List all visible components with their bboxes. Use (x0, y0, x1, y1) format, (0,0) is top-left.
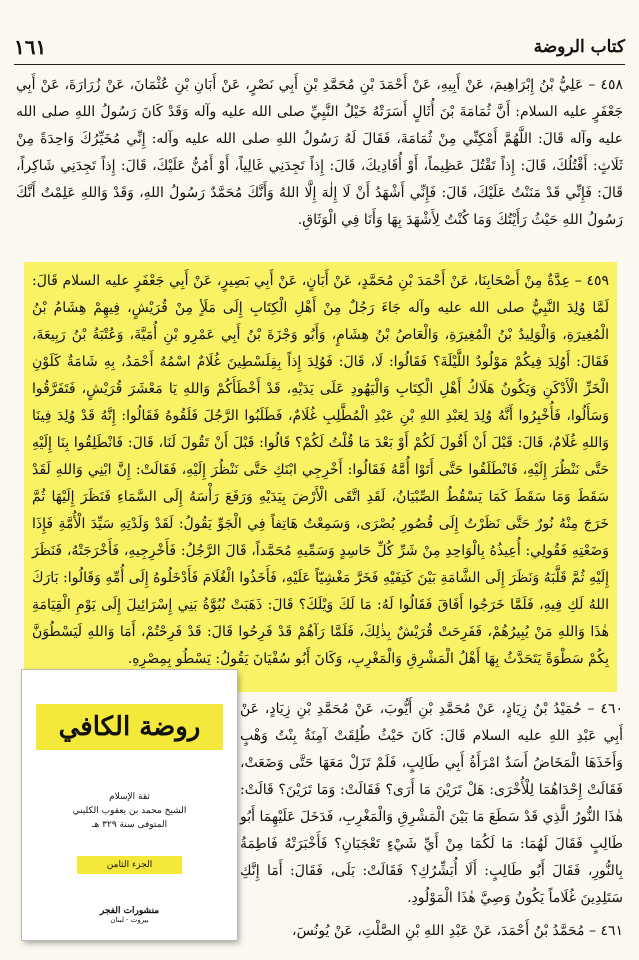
hadith-459-text: ٤٥٩ – عِدَّةٌ مِنْ أَصْحَابِنَا، عَنْ أَحْمَدَ بْنِ مُحَمَّدٍ، عَنْ أَبَانٍ، عَنْ أَبِي بَصِيرٍ، عَنْ أَبِي جَعْفَرٍ عليه السلام قَالَ: لَمَّا وُلِدَ النَّبِيُّ صلى الله عليه وآله جَاءَ رَجُلٌ مِنْ أَهْلِ الْكِتَابِ إِلَى مَلَأٍ مِنْ قُرَيْشٍ، فِيهِمْ هِشَامُ بْنُ الْمُغِيرَةِ، وَالْوَلِيدُ بْنُ الْمُغِيرَةِ، وَالْعَاصُ بْنُ هِشَامٍ، وَأَبُو وَجْزَةَ بْنُ أَبِي عَمْرِو بْنِ أُمَيَّةَ، وَعُتْبَةُ بْنُ رَبِيعَةَ، فَقَالَ: أَوُلِدَ فِيكُمْ مَوْلُودٌ اللَّيْلَةَ؟ فَقَالُوا: لَا، قَالَ: فَوُلِدَ إِذاً بِفِلَسْطِينَ غُلَامٌ اسْمُهُ أَحْمَدُ، بِهِ شَامَةٌ كَلَوْنِ الْخَزِّ الْأَدْكَنِ وَيَكُونُ هَلَاكُ أَهْلِ الْكِتَابِ وَالْيَهُودِ عَلَى يَدَيْهِ، قَدْ أَخْطَأَكُمْ وَاللهِ يَا مَعْشَرَ قُرَيْشٍ، فَتَفَرَّقُوا وَسَأَلُوا، فَأُخْبِرُوا أَنَّهُ وُلِدَ لِعَبْدِ اللهِ بْنِ عَبْدِ الْمُطَّلِبِ غُلَامٌ، فَطَلَبُوا الرَّجُلَ فَلَقُوهُ فَقَالُوا: إِنَّهُ قَدْ وُلِدَ فِينَا وَاللهِ غُلَامٌ، قَالَ: قَبْلَ أَنْ أَقُولَ لَكُمْ أَوْ بَعْدَ مَا قُلْتُ لَكُمْ؟ قَالُوا: قَبْلَ أَنْ تَقُولَ لَنَا، قَالَ: فَانْطَلِقُوا بِنَا إِلَيْهِ حَتَّى نَنْظُرَ إِلَيْهِ، فَانْطَلَقُوا حَتَّى أَتَوْا أُمَّهُ فَقَالُوا: أَخْرِجِي ابْنَكِ حَتَّى نَنْظُرَ إِلَيْهِ، فَقَالَتْ: إِنَّ ابْنِي وَاللهِ لَقَدْ سَقَطَ وَمَا سَقَطَ كَمَا يَسْقُطُ الصِّبْيَانُ، لَقَدِ اتَّقَى الْأَرْضَ بِيَدَيْهِ وَرَفَعَ رَأْسَهُ إِلَى السَّمَاءِ فَنَظَرَ إِلَيْهَا ثُمَّ خَرَجَ مِنْهُ نُورٌ حَتَّى نَظَرْتُ إِلَى قُصُورِ بُصْرَى، وَسَمِعْتُ هَاتِفاً فِي الْجَوِّ يَقُولُ: لَقَدْ وَلَدْتِهِ سَيِّدَ الْأُمَّةِ فَإِذَا وَضَعْتِهِ فَقُولِي: أُعِيذُهُ بِالْوَاحِدِ مِنْ شَرِّ كُلِّ حَاسِدٍ وَسَمِّيهِ مُحَمَّداً، قَالَ الرَّجُلُ: فَأَخْرِجِيهِ، فَأَخْرَجَتْهُ، فَنَظَرَ إِلَيْهِ ثُمَّ قَلَّبَهُ وَنَظَرَ إِلَى الشَّامَةِ بَيْنَ كَتِفَيْهِ فَخَرَّ مَغْشِيّاً عَلَيْهِ، فَأَخَذُوا الْغُلَامَ فَأَدْخَلُوهُ إِلَى أُمِّهِ وَقَالُوا: بَارَكَ اللهُ لَكِ فِيهِ، فَلَمَّا خَرَجُوا أَفَاقَ فَقَالُوا لَهُ: مَا لَكَ وَيْلَكَ؟ قَالَ: ذَهَبَتْ نُبُوَّةُ بَنِي إِسْرَائِيلَ إِلَى يَوْمِ الْقِيَامَةِ هٰذَا وَاللهِ مَنْ يُبِيرُهُمْ، فَفَرِحَتْ قُرَيْشٌ بِذٰلِكَ، فَلَمَّا رَآهُمْ قَدْ فَرِحُوا قَالَ: قَدْ فَرِحْتُمْ، أَمَا وَاللهِ لَيَسْطُوَنَّ بِكُمْ سَطْوَةً يَتَحَدَّثُ بِهَا أَهْلُ الْمَشْرِقِ وَالْمَغْرِبِ، وَكَانَ أَبُو سُفْيَانَ يَقُولُ: يَسْطُو بِمِصْرِهِ. (32, 273, 609, 667)
book-cover-inset (22, 670, 237, 940)
cover-author-line: ثقة الإسلام (109, 792, 150, 802)
cover-volume-band (77, 856, 182, 874)
cover-publisher-name: منشورات الفجر (99, 906, 160, 916)
hadith-461-block (240, 918, 623, 945)
hadith-460-block (240, 696, 623, 912)
page-number: ١٦١ (14, 35, 47, 59)
cover-publisher (32, 906, 227, 924)
hadith-460-text: ٤٦٠ – حُمَيْدُ بْنُ زِيَادٍ، عَنْ مُحَمَّدِ بْنِ أَيُّوبَ، عَنْ مُحَمَّدِ بْنِ زِيَادٍ، عَنْ أَبِي عَبْدِ اللهِ عليه السلام قَالَ: كَانَ حَيْثُ طُلِقَتْ آمِنَةُ بِنْتُ وَهْبٍ وَأَخَذَهَا الْمَخَاضُ أَسَدٌ امْرَأَةُ أَبِي طَالِبٍ، فَلَمْ تَزَلْ مَعَهَا حَتَّى وَضَعَتْ، فَقَالَتْ إِحْدَاهُمَا لِلْأُخْرَى: هَلْ تَرَيْنَ مَا أَرَى؟ فَقَالَتْ: وَمَا تَرَيْنَ؟ قَالَتْ: هٰذَا النُّورُ الَّذِي قَدْ سَطَعَ مَا بَيْنَ الْمَشْرِقِ وَالْمَغْرِبِ، فَدَخَلَ عَلَيْهِمَا أَبُو طَالِبٍ فَقَالَ لَهُمَا: مَا لَكُمَا مِنْ أَيِّ شَيْءٍ تَعْجَبَانِ؟ فَأَخْبَرَتْهُ فَاطِمَةُ بِالنُّورِ، فَقَالَ أَبُو طَالِبٍ: أَلَا أُبَشِّرُكِ؟ فَقَالَتْ: بَلَى، فَقَالَ: أَمَا إِنَّكِ سَتَلِدِينَ غُلَاماً يَكُونُ وَصِيَّ هٰذَا الْمَوْلُودِ. (240, 701, 623, 906)
cover-author (32, 790, 227, 832)
cover-publisher-city: بيروت - لبنان (110, 916, 149, 924)
hadith-458-block (16, 72, 623, 234)
cover-volume: الجزء الثامن (106, 860, 153, 870)
cover-title-band (36, 704, 223, 750)
page-header (14, 34, 625, 65)
cover-author-line: المتوفى سنة ٣٢٩ هـ (91, 820, 168, 830)
running-title: كتاب الروضة (533, 37, 625, 57)
hadith-458-text: ٤٥٨ – عَلِيُّ بْنُ إِبْرَاهِيمَ، عَنْ أَبِيهِ، عَنْ أَحْمَدَ بْنِ مُحَمَّدِ بْنِ أَبِي نَصْرٍ، عَنْ أَبَانِ بْنِ عُثْمَانَ، عَنْ زُرَارَةَ، عَنْ أَبِي جَعْفَرٍ عليه السلام: أَنَّ ثُمَامَةَ بْنَ أُثَالٍ أَسَرَتْهُ خَيْلُ النَّبِيِّ صلى الله عليه وآله وَقَدْ كَانَ رَسُولُ اللهِ صلى الله عليه وآله قَالَ: اللَّهُمَّ أَمْكِنِّي مِنْ ثُمَامَةَ، فَقَالَ لَهُ رَسُولُ اللهِ صلى الله عليه وآله: إِنِّي مُخَيِّرُكَ وَاحِدَةً مِنْ ثَلَاثٍ: أَقْتُلُكَ، قَالَ: إِذاً تَقْتُلَ عَظِيماً، أَوْ أُفَادِيكَ، قَالَ: إِذاً تَجِدَنِي غَالِياً، أَوْ أَمُنُّ عَلَيْكَ، قَالَ: إِذاً تَجِدَنِي شَاكِراً، قَالَ: فَإِنِّي قَدْ مَنَنْتُ عَلَيْكَ، قَالَ: فَإِنِّي أَشْهَدُ أَنْ لَا إِلٰهَ إِلَّا اللهُ وَأَنَّكَ مُحَمَّدٌ رَسُولُ اللهِ، وَقَدْ وَاللهِ عَلِمْتُ أَنَّكَ رَسُولُ اللهِ حَيْثُ رَأَيْتُكَ وَمَا كُنْتُ لِأَشْهَدَ بِهَا وَأَنَا فِي الْوَثَاقِ. (16, 77, 624, 228)
cover-author-line: الشيخ محمد بن يعقوب الكليني (72, 806, 187, 816)
hadith-461-text: ٤٦١ – مُحَمَّدُ بْنُ أَحْمَدَ، عَنْ عَبْدِ اللهِ بْنِ الصَّلْتِ، عَنْ يُونُسَ، (292, 923, 623, 939)
cover-title: روضة الكافي (58, 712, 201, 742)
hadith-459-highlighted-block (24, 262, 617, 692)
